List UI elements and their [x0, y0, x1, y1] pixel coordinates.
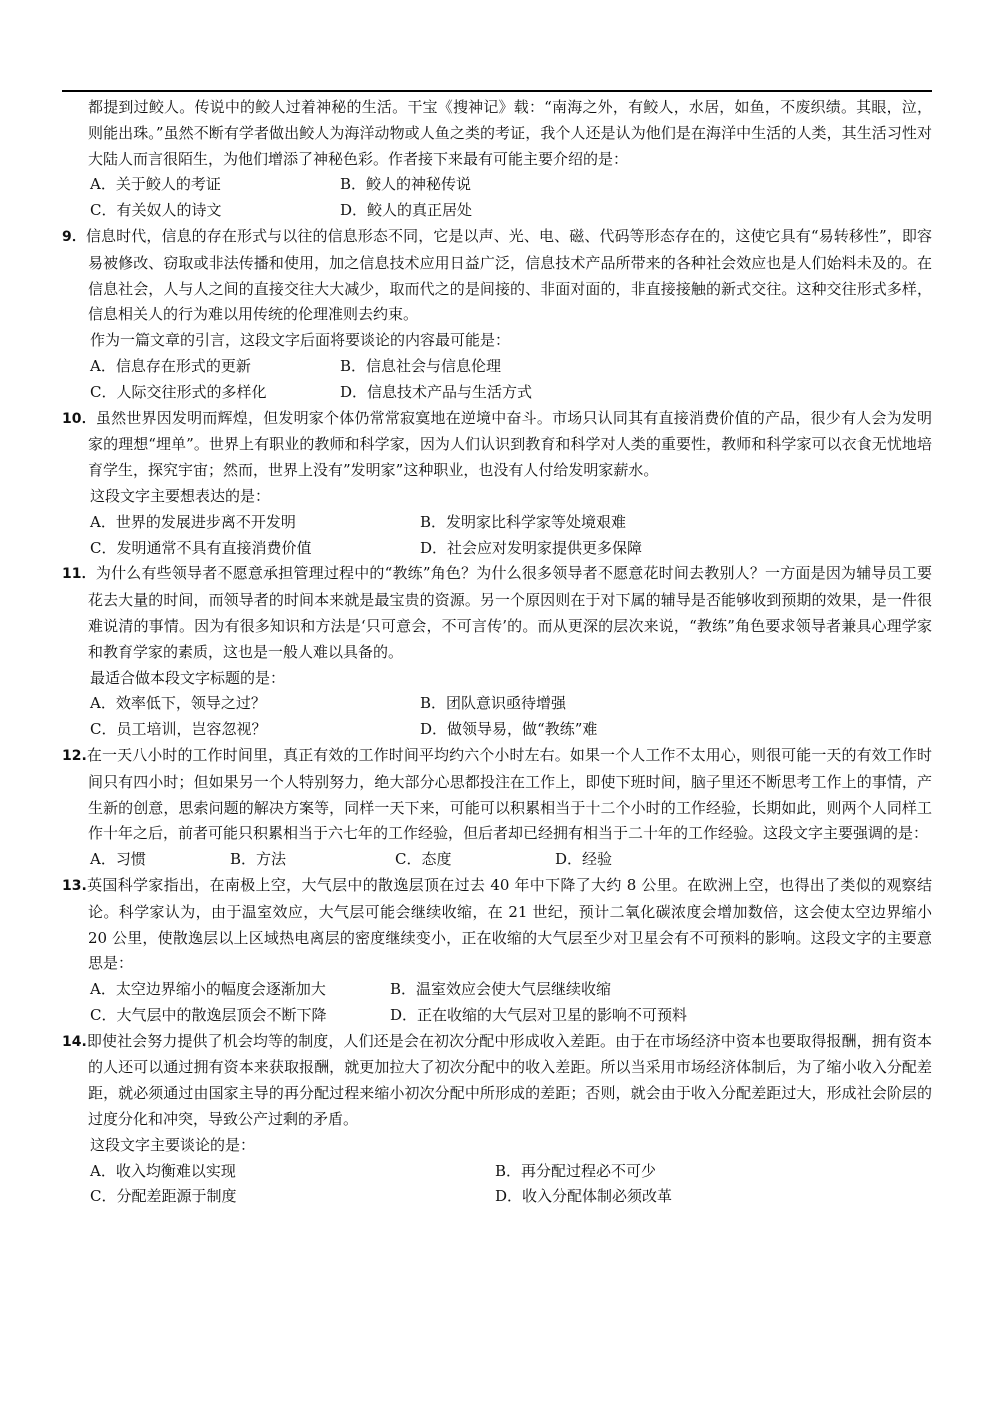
option-c: C．态度 — [395, 850, 452, 869]
question-8-text: 都提到过鲛人。传说中的鲛人过着神秘的生活。干宝《搜神记》载：“南海之外，有鲛人，水居，如鱼，不废织绩。其眼，泣，则能出珠。”虽然不断有学者做出鲛人为海洋动物或人鱼之类的考证，我个人还是认为他们是在海洋中生活的人类，其生活习性对大陆人而言很陌生，为他们增添了神秘色彩。作者接下来最有可能主要介绍的是： — [88, 98, 932, 168]
question-11-text: 为什么有些领导者不愿意承担管理过程中的“教练”角色？为什么很多领导者不愿意花时间去教别人？一方面是因为辅导员工要花去大量的时间，而领导者的时间本来就是最宝贵的资源。另一个原因则在于对下属的辅导是否能够收到预期的效果，是一件很难说清的事情。因为有很多知识和方法是‘只可意会，不可言传’的。而从更深的层次来说，“教练”角色要求领导者兼具心理学家和教育学家的素质，这也是一般人难以具备的。 — [88, 564, 932, 661]
option-b: B．再分配过程必不可少 — [495, 1161, 657, 1180]
option-d: D．正在收缩的大气层对卫星的影响不可预料 — [390, 1005, 688, 1024]
question-14-prompt: 这段文字主要谈论的是： — [90, 1135, 256, 1154]
question-10-stem — [62, 406, 932, 484]
option-d: D．鲛人的真正居处 — [340, 201, 473, 220]
question-12 — [62, 743, 932, 873]
option-a: A．效率低下，领导之过？ — [90, 694, 266, 713]
question-12-text: 在一天八小时的工作时间里，真正有效的工作时间平均约六个小时左右。如果一个人工作不太用心，则很可能一天的有效工作时间只有四小时；但如果另一个人特别努力，绝大部分心思都投注在工作上，即使下班时间，脑子里还不断思考工作上的事情，产生新的创意，思索问题的解决方案等，同样一天下来，可能可以积累相当于十二个小时的工作经验，长期如此，则两个人同样工作十年之后，前者可能只积累相当于六七年的工作经验，但后者却已经拥有相当于二十年的工作经验。 — [86, 745, 932, 843]
header-rule — [62, 90, 932, 92]
option-c: C．大气层中的散逸层顶会不断下降 — [90, 1005, 327, 1024]
question-13-stem — [62, 873, 932, 977]
option-b: B．温室效应会使大气层继续收缩 — [390, 980, 612, 999]
question-number: 10． — [62, 410, 96, 427]
question-number: 12. — [62, 747, 87, 764]
option-a: A．太空边界缩小的幅度会逐渐加大 — [90, 980, 326, 999]
option-a: A．信息存在形式的更新 — [90, 356, 251, 375]
option-b: B．信息社会与信息伦理 — [340, 356, 502, 375]
option-a: A．习惯 — [90, 850, 146, 869]
option-b: B．方法 — [230, 850, 287, 869]
question-10-options — [62, 510, 932, 562]
option-c: C．员工培训，岂容忽视？ — [90, 720, 267, 739]
question-14-text: 即使社会努力提供了机会均等的制度，人们还是会在初次分配中形成收入差距。由于在市场经济中资本也要取得报酬，拥有资本的人还可以通过拥有资本来获取报酬，就更加拉大了初次分配中的收入差距。所以当采用市场经济体制后，为了缩小收入分配差距，就必须通过由国家主导的再分配过程来缩小初次分配中所形成的差距；否则，就会由于收入分配差距过大，形成社会阶层的过度分化和冲突，导致公产过剩的矛盾。 — [86, 1031, 932, 1129]
question-content — [62, 95, 932, 1210]
question-8-options — [62, 172, 932, 224]
option-a: A．收入均衡难以实现 — [90, 1161, 236, 1180]
question-9-prompt: 作为一篇文章的引言，这段文字后面将要谈论的内容最可能是： — [90, 331, 511, 350]
question-10-text: 虽然世界因发明而辉煌，但发明家个体仍常常寂寞地在逆境中奋斗。市场只认同其有直接消费价值的产品，很少有人会为发明家的理想“埋单”。世界上有职业的教师和科学家，因为人们认识到教育和科学对人类的重要性，教师和科学家可以衣食无忧地培育学生，探究宇宙；然而，世界上没有”发明家”这种职业，也没有人付给发明家薪水。 — [88, 408, 933, 480]
question-9-stem — [62, 224, 932, 328]
option-d: D．社会应对发明家提供更多保障 — [420, 538, 643, 557]
option-c: C．发明通常不具有直接消费价值 — [90, 538, 312, 557]
question-13-text: 英国科学家指出，在南极上空，大气层中的散逸层顶在过去 40 年中下降了大约 8 公里。在欧洲上空，也得出了类似的观察结论。科学家认为，由于温室效应，大气层可能会继续收缩，在 21 世纪，预计二氧化碳浓度会增加数倍，这会使太空边界缩小 20 公里，使散逸层以上区域热电离层的密度继续变小，正在收缩的大气层至少对卫星会有不可预料的影响。 — [86, 875, 932, 947]
question-13 — [62, 873, 932, 1029]
option-b: B．鲛人的神秘传说 — [340, 175, 472, 194]
option-d: D．收入分配体制必须改革 — [495, 1187, 673, 1206]
question-number: 11． — [62, 566, 96, 583]
question-13-options — [62, 977, 932, 1029]
option-c: C．人际交往形式的多样化 — [90, 382, 267, 401]
question-11-prompt: 最适合做本段文字标题的是： — [90, 668, 286, 687]
question-8 — [62, 95, 932, 224]
question-number: 9． — [62, 228, 86, 245]
question-number: 14. — [62, 1033, 87, 1050]
question-9 — [62, 224, 932, 406]
question-13-prompt: 这段文字的主要意思是： — [88, 928, 932, 973]
option-c: C．分配差距源于制度 — [90, 1187, 237, 1206]
option-b: B．发明家比科学家等处境艰难 — [420, 512, 627, 531]
option-a: A．关于鲛人的考证 — [90, 175, 221, 194]
option-b: B．团队意识亟待增强 — [420, 694, 567, 713]
question-10-prompt: 这段文字主要想表达的是： — [90, 486, 271, 505]
question-14 — [62, 1029, 932, 1211]
question-14-stem — [62, 1029, 932, 1133]
question-12-prompt: 这段文字主要强调的是： — [763, 824, 929, 843]
option-c: C．有关奴人的诗文 — [90, 201, 222, 220]
question-11-stem — [62, 561, 932, 665]
question-11 — [62, 561, 932, 743]
question-14-options — [62, 1159, 932, 1211]
option-d: D．做领导易，做“教练”难 — [420, 720, 598, 739]
question-10 — [62, 406, 932, 562]
option-d: D．经验 — [555, 850, 613, 869]
option-a: A．世界的发展进步离不开发明 — [90, 512, 296, 531]
question-11-options — [62, 691, 932, 743]
option-d: D．信息技术产品与生活方式 — [340, 382, 533, 401]
question-12-options — [62, 847, 932, 873]
question-9-text: 信息时代，信息的存在形式与以往的信息形态不同，它是以声、光、电、磁、代码等形态存在的，这使它具有“易转移性”，即容易被修改、窃取或非法传播和使用，加之信息技术应用日益广泛，信息技术产品所带来的各种社会效应也是人们始料未及的。在信息社会，人与人之间的直接交往大大减少，取而代之的是间接的、非面对面的，非直接接触的新式交往。这种交往形式多样，信息相关人的行为难以用传统的伦理准则去约束。 — [85, 226, 932, 324]
question-9-options — [62, 354, 932, 406]
question-12-stem — [62, 743, 932, 847]
question-number: 13. — [62, 877, 87, 894]
